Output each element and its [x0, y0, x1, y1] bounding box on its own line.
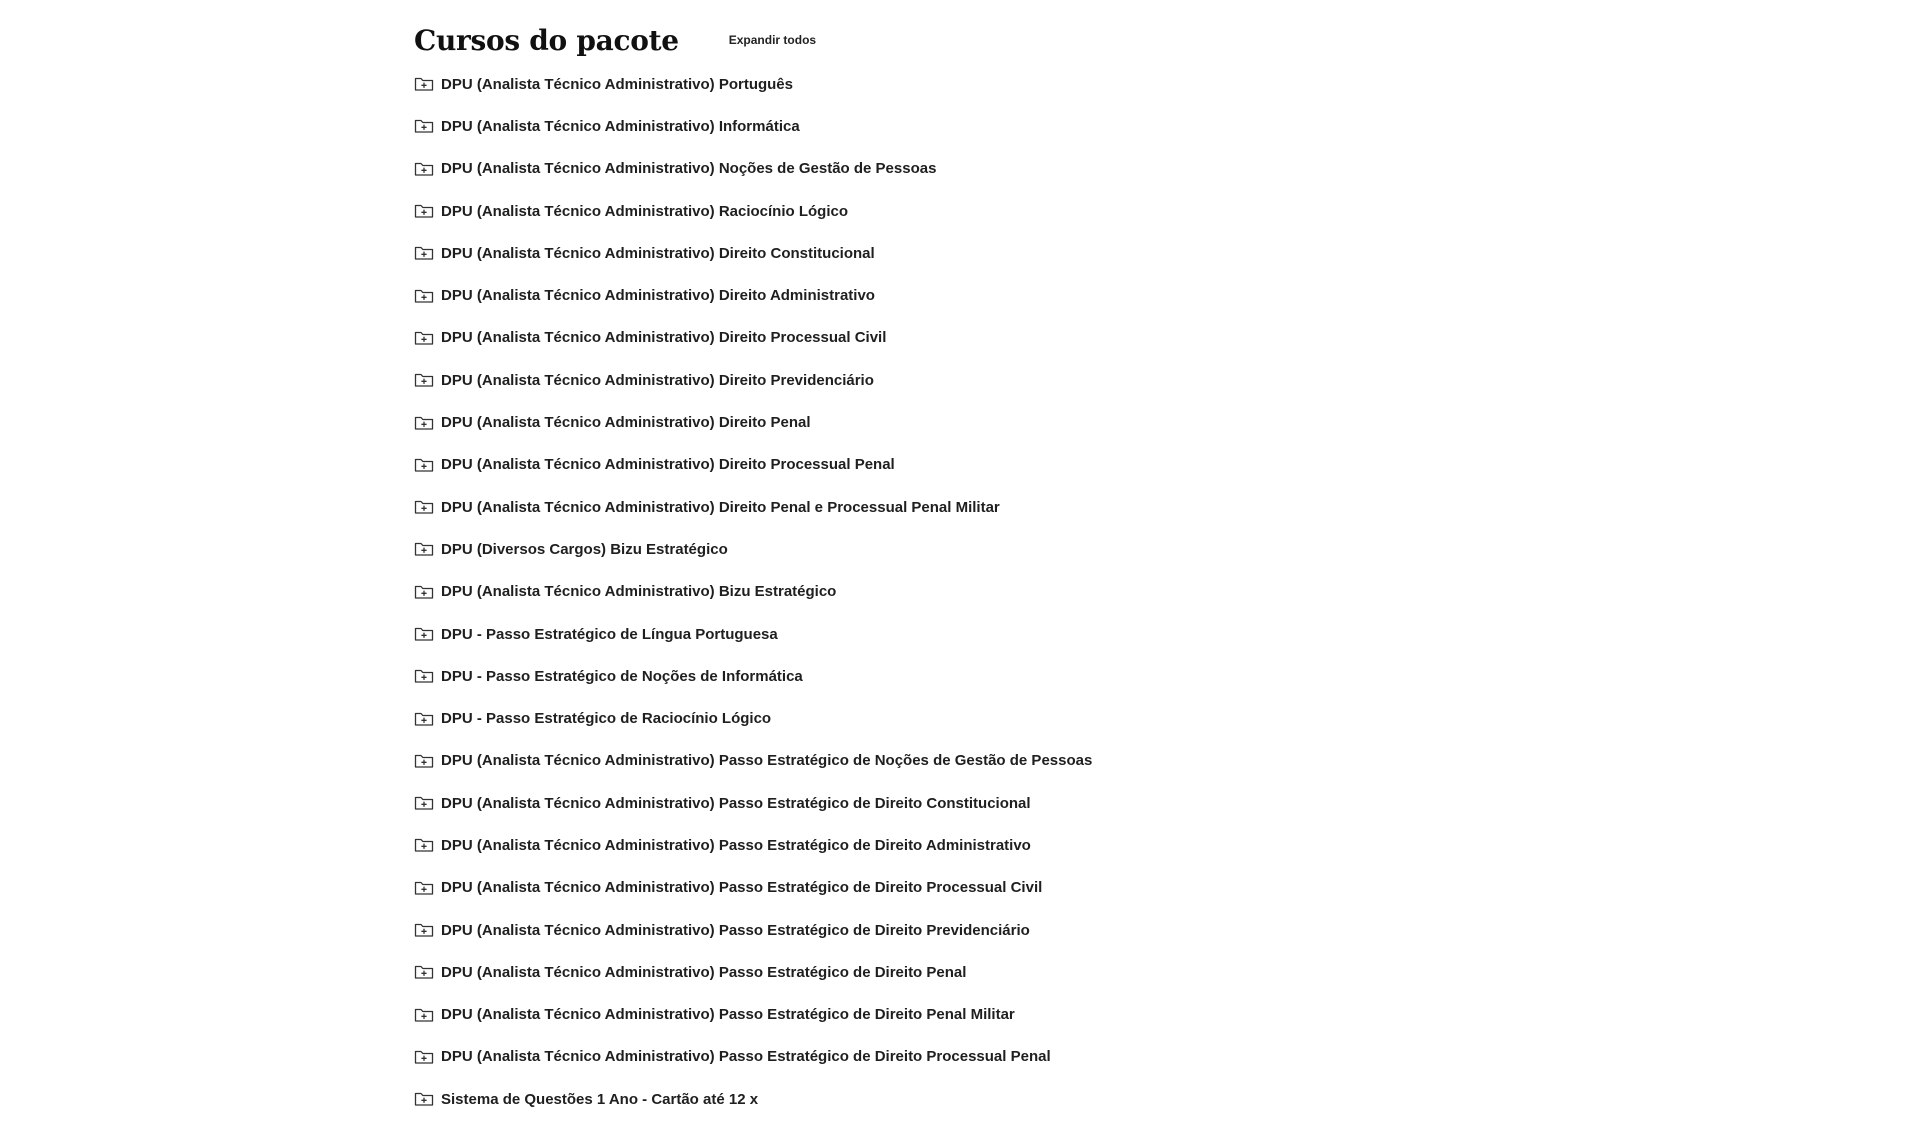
- course-package-panel: [414, 20, 1614, 1120]
- folder-plus-icon: [414, 1007, 434, 1023]
- course-label: DPU (Analista Técnico Administrativo) Direito Processual Civil: [441, 329, 887, 347]
- course-label: DPU (Analista Técnico Administrativo) Direito Penal: [441, 414, 811, 432]
- course-label: DPU (Analista Técnico Administrativo) Passo Estratégico de Direito Penal Militar: [441, 1006, 1015, 1024]
- folder-plus-icon: [414, 880, 434, 896]
- course-item-9[interactable]: [414, 401, 1614, 443]
- course-label: DPU (Analista Técnico Administrativo) Passo Estratégico de Direito Penal: [441, 963, 967, 981]
- course-item-6[interactable]: [414, 274, 1614, 316]
- folder-plus-icon: [414, 1049, 434, 1065]
- course-label: DPU (Analista Técnico Administrativo) Passo Estratégico de Direito Constitucional: [441, 794, 1031, 812]
- folder-plus-icon: [414, 203, 434, 219]
- course-item-24[interactable]: [414, 1036, 1614, 1078]
- course-label: DPU (Analista Técnico Administrativo) Direito Constitucional: [441, 244, 875, 262]
- course-label: DPU (Analista Técnico Administrativo) Direito Previdenciário: [441, 371, 874, 389]
- folder-plus-icon: [414, 837, 434, 853]
- course-item-4[interactable]: [414, 190, 1614, 232]
- course-item-13[interactable]: [414, 571, 1614, 613]
- folder-plus-icon: [414, 541, 434, 557]
- course-label: DPU (Diversos Cargos) Bizu Estratégico: [441, 540, 728, 558]
- folder-plus-icon: [414, 584, 434, 600]
- course-label: DPU (Analista Técnico Administrativo) Passo Estratégico de Direito Processual Civil: [441, 879, 1043, 897]
- course-label: DPU - Passo Estratégico de Língua Portuguesa: [441, 625, 778, 643]
- course-item-2[interactable]: [414, 105, 1614, 147]
- folder-plus-icon: [414, 626, 434, 642]
- course-item-18[interactable]: [414, 782, 1614, 824]
- course-item-20[interactable]: [414, 867, 1614, 909]
- course-label: Sistema de Questões 1 Ano - Cartão até 12 x: [441, 1090, 759, 1108]
- folder-plus-icon: [414, 330, 434, 346]
- folder-plus-icon: [414, 964, 434, 980]
- course-item-3[interactable]: [414, 148, 1614, 190]
- course-label: DPU (Analista Técnico Administrativo) Português: [441, 75, 793, 93]
- course-label: DPU - Passo Estratégico de Raciocínio Lógico: [441, 710, 772, 728]
- course-item-7[interactable]: [414, 317, 1614, 359]
- folder-plus-icon: [414, 668, 434, 684]
- folder-plus-icon: [414, 288, 434, 304]
- course-item-16[interactable]: [414, 697, 1614, 739]
- section-title: Cursos do pacote: [414, 23, 679, 57]
- course-item-5[interactable]: [414, 232, 1614, 274]
- course-label: DPU (Analista Técnico Administrativo) Passo Estratégico de Noções de Gestão de Pessoas: [441, 752, 1093, 770]
- folder-plus-icon: [414, 499, 434, 515]
- course-item-17[interactable]: [414, 740, 1614, 782]
- course-label: DPU (Analista Técnico Administrativo) Passo Estratégico de Direito Previdenciário: [441, 921, 1030, 939]
- folder-plus-icon: [414, 118, 434, 134]
- folder-plus-icon: [414, 76, 434, 92]
- folder-plus-icon: [414, 922, 434, 938]
- section-header: [414, 20, 1614, 60]
- course-label: DPU (Analista Técnico Administrativo) Noções de Gestão de Pessoas: [441, 160, 937, 178]
- course-list: [414, 63, 1614, 1120]
- course-item-25[interactable]: [414, 1078, 1614, 1120]
- expand-all-button[interactable]: Expandir todos: [729, 29, 816, 51]
- folder-plus-icon: [414, 161, 434, 177]
- course-label: DPU (Analista Técnico Administrativo) Raciocínio Lógico: [441, 202, 848, 220]
- folder-plus-icon: [414, 372, 434, 388]
- course-item-15[interactable]: [414, 655, 1614, 697]
- course-label: DPU (Analista Técnico Administrativo) Informática: [441, 117, 800, 135]
- course-item-19[interactable]: [414, 824, 1614, 866]
- course-item-23[interactable]: [414, 994, 1614, 1036]
- course-item-8[interactable]: [414, 359, 1614, 401]
- folder-plus-icon: [414, 753, 434, 769]
- course-item-12[interactable]: [414, 528, 1614, 570]
- folder-plus-icon: [414, 795, 434, 811]
- folder-plus-icon: [414, 245, 434, 261]
- course-item-14[interactable]: [414, 613, 1614, 655]
- course-item-11[interactable]: [414, 486, 1614, 528]
- course-item-1[interactable]: [414, 63, 1614, 105]
- course-label: DPU (Analista Técnico Administrativo) Bizu Estratégico: [441, 583, 837, 601]
- course-label: DPU (Analista Técnico Administrativo) Passo Estratégico de Direito Processual Penal: [441, 1048, 1051, 1066]
- folder-plus-icon: [414, 457, 434, 473]
- course-label: DPU (Analista Técnico Administrativo) Passo Estratégico de Direito Administrativo: [441, 836, 1031, 854]
- course-label: DPU (Analista Técnico Administrativo) Direito Processual Penal: [441, 456, 895, 474]
- folder-plus-icon: [414, 415, 434, 431]
- course-label: DPU - Passo Estratégico de Noções de Informática: [441, 667, 803, 685]
- course-item-22[interactable]: [414, 951, 1614, 993]
- course-item-21[interactable]: [414, 909, 1614, 951]
- folder-plus-icon: [414, 1091, 434, 1107]
- course-item-10[interactable]: [414, 444, 1614, 486]
- course-label: DPU (Analista Técnico Administrativo) Direito Administrativo: [441, 287, 875, 305]
- course-label: DPU (Analista Técnico Administrativo) Direito Penal e Processual Penal Militar: [441, 498, 1000, 516]
- folder-plus-icon: [414, 711, 434, 727]
